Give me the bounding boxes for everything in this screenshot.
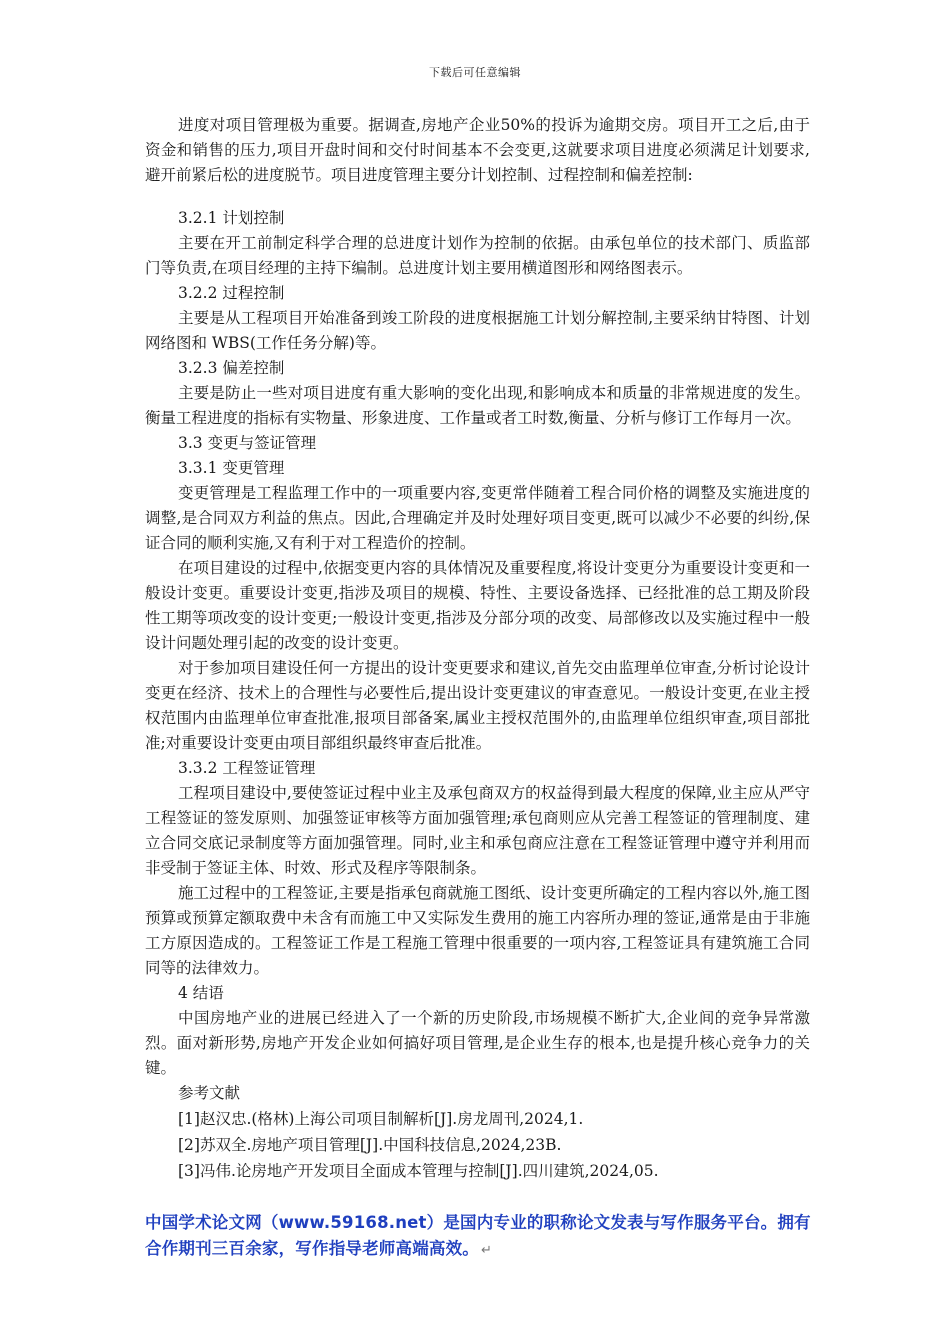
paragraph-gap xyxy=(145,188,810,206)
heading-conclusion: 4 结语 xyxy=(178,984,224,1002)
document-body xyxy=(145,113,810,1184)
heading-3-2-3: 3.2.3 偏差控制 xyxy=(178,359,285,377)
reference-item: [2]苏双全.房地产项目管理[J].中国科技信息,2024,23B. xyxy=(178,1136,562,1154)
reference-item: [3]冯伟.论房地产开发项目全面成本管理与控制[J].四川建筑,2024,05. xyxy=(178,1162,659,1180)
heading-3-3-1: 3.3.1 变更管理 xyxy=(178,459,285,477)
heading-3-2-1: 3.2.1 计划控制 xyxy=(178,209,285,227)
paragraph-visa-management: 工程项目建设中,要使签证过程中业主及承包商双方的权益得到最大程度的保障,业主应从严守工程签证的签发原则、加强签证审核等方面加强管理;承包商则应从完善工程签证的管理制度、建立合同交底记录制度等方面加强管理。同时,业主和承包商应注意在工程签证管理中遵守并利用而非受制于签证主体、时效、形式及程序等限制条。 xyxy=(145,784,810,877)
heading-3-3: 3.3 变更与签证管理 xyxy=(178,434,317,452)
paragraph-process-control: 主要是从工程项目开始准备到竣工阶段的进度根据施工计划分解控制,主要采纳甘特图、计划网络图和 WBS(工作任务分解)等。 xyxy=(145,309,810,352)
paragraph-change-review: 对于参加项目建设任何一方提出的设计变更要求和建议,首先交由监理单位审查,分析讨论设计变更在经济、技术上的合理性与必要性后,提出设计变更建议的审查意见。一般设计变更,在业主授权范围内由监理单位审查批准,报项目部备案,属业主授权范围外的,由监理单位组织审查,项目部批准;对重要设计变更由项目部组织最终审查后批准。 xyxy=(145,659,810,752)
heading-references: 参考文献 xyxy=(178,1084,241,1102)
reference-item: [1]赵汉忠.(格林)上海公司项目制解析[J].房龙周刊,2024,1. xyxy=(178,1110,584,1128)
heading-3-3-2: 3.3.2 工程签证管理 xyxy=(178,759,316,777)
paragraph-intro: 进度对项目管理极为重要。据调查,房地产企业50%的投诉为逾期交房。项目开工之后,由于资金和销售的压力,项目开盘时间和交付时间基本不会变更,这就要求项目进度必须满足计划要求,避开前紧后松的进度脱节。项目进度管理主要分计划控制、过程控制和偏差控制: xyxy=(145,116,810,184)
paragraph-change-types: 在项目建设的过程中,依据变更内容的具体情况及重要程度,将设计变更分为重要设计变更和一般设计变更。重要设计变更,指涉及项目的规模、特性、主要设备选择、已经批准的总工期及阶段性工期等项改变的设计变更;一般设计变更,指涉及分部分项的改变、局部修改以及实施过程中一般设计问题处理引起的改变的设计变更。 xyxy=(145,559,810,652)
paragraph-conclusion: 中国房地产业的进展已经进入了一个新的历史阶段,市场规模不断扩大,企业间的竞争异常激烈。面对新形势,房地产开发企业如何搞好项目管理,是企业生存的根本,也是提升核心竞争力的关键。 xyxy=(145,1009,810,1077)
heading-3-2-2: 3.2.2 过程控制 xyxy=(178,284,285,302)
paragraph-visa-definition: 施工过程中的工程签证,主要是指承包商就施工图纸、设计变更所确定的工程内容以外,施工图预算或预算定额取费中未含有而施工中又实际发生费用的施工内容所办理的签证,通常是由于非施工方原因造成的。工程签证工作是工程施工管理中很重要的一项内容,工程签证具有建筑施工合同同等的法律效力。 xyxy=(145,884,810,977)
paragraph-change-management: 变更管理是工程监理工作中的一项重要内容,变更常伴随着工程合同价格的调整及实施进度的调整,是合同双方利益的焦点。因此,合理确定并及时处理好项目变更,既可以减少不必要的纠纷,保证合同的顺利实施,又有利于对工程造价的控制。 xyxy=(145,484,810,552)
paragraph-return-icon: ↵ xyxy=(481,1243,493,1258)
paragraph-plan-control: 主要在开工前制定科学合理的总进度计划作为控制的依据。由承包单位的技术部门、质监部门等负责,在项目经理的主持下编制。总进度计划主要用横道图形和网络图表示。 xyxy=(145,234,810,277)
advertisement-text: 中国学术论文网（www.59168.net）是国内专业的职称论文发表与写作服务平台。拥有合作期刊三百余家，写作指导老师高端高效。 xyxy=(145,1213,811,1258)
page-header: 下载后可任意编辑 xyxy=(429,66,521,79)
footer-advertisement xyxy=(145,1210,815,1264)
paragraph-deviation-control: 主要是防止一些对项目进度有重大影响的变化出现,和影响成本和质量的非常规进度的发生。衡量工程进度的指标有实物量、形象进度、工作量或者工时数,衡量、分析与修订工作每月一次。 xyxy=(145,384,810,427)
